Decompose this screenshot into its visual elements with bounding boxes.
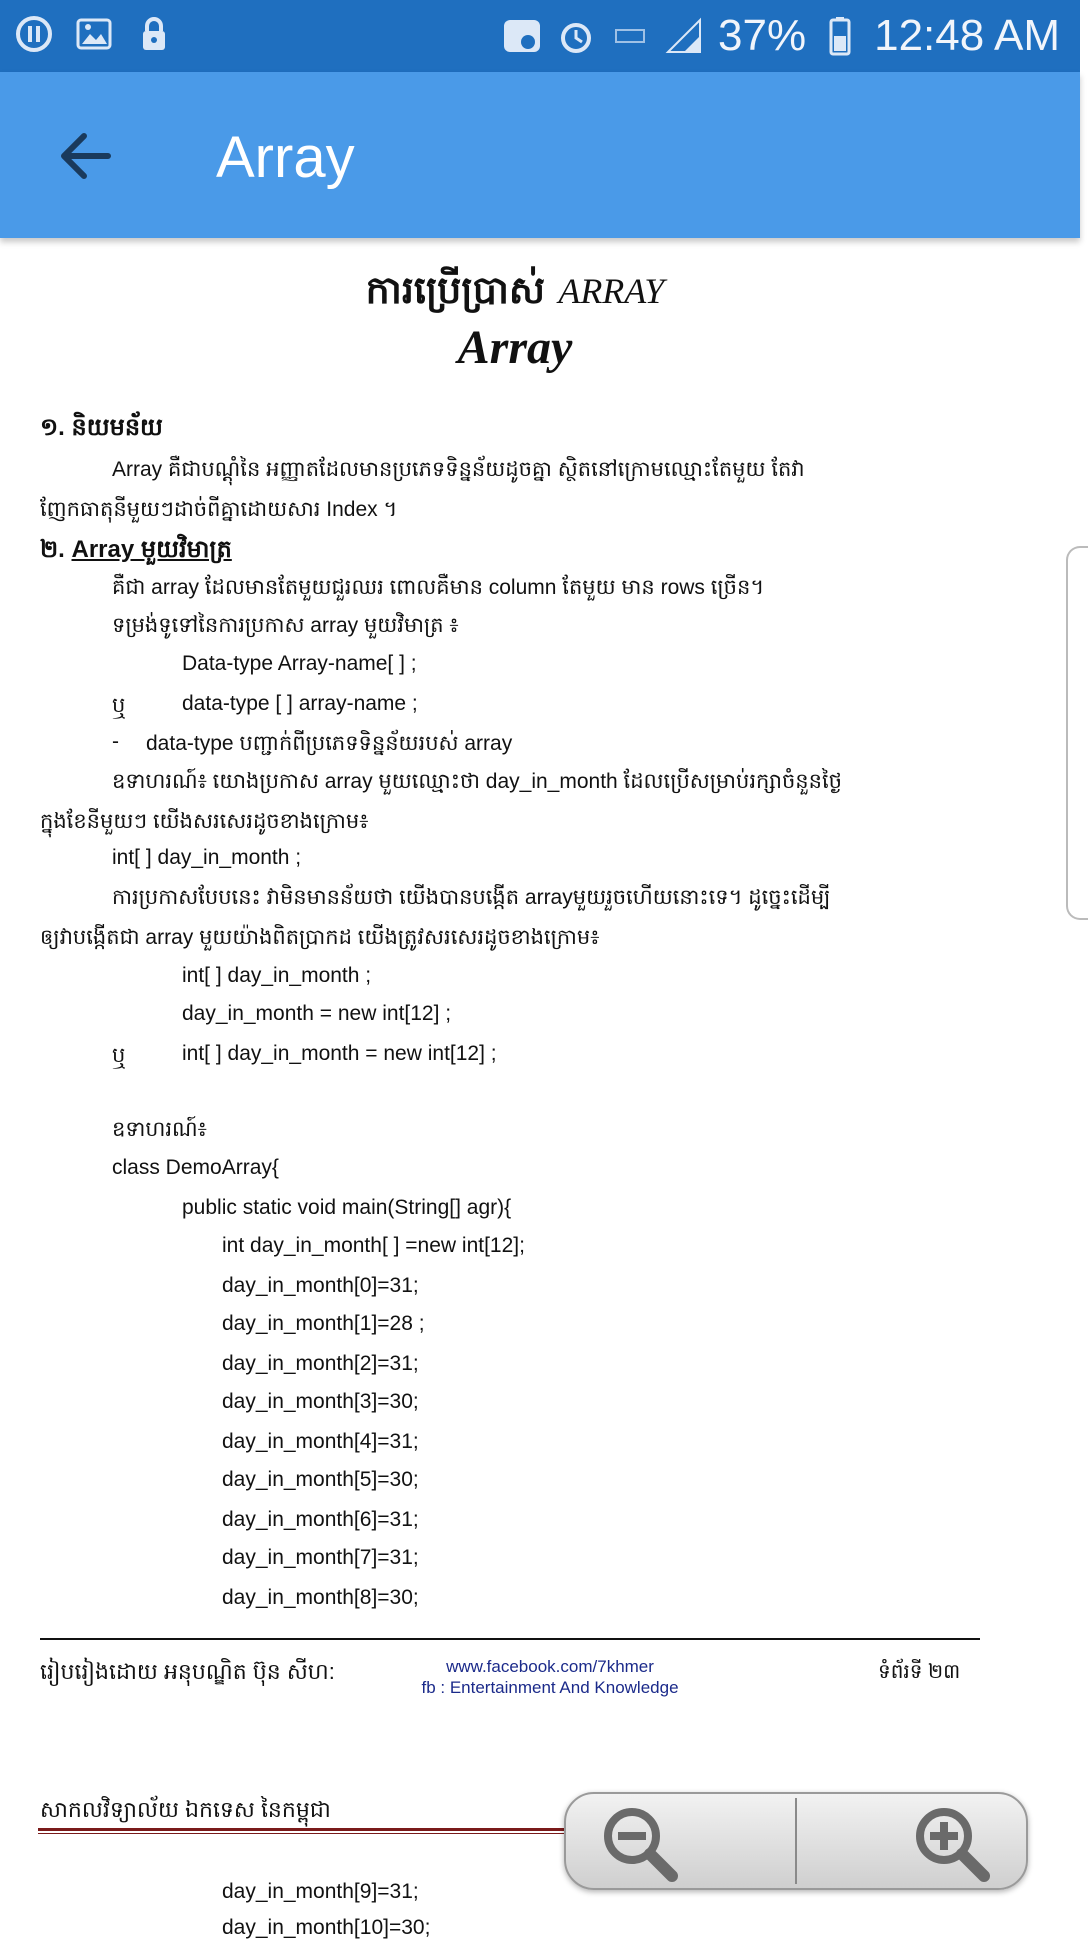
heading-array-italic: ARRAY: [558, 271, 665, 311]
wifi-calling-icon: [502, 16, 542, 56]
signal-icon: [664, 16, 704, 56]
arrow-left-icon: [64, 136, 108, 176]
page2-header-rule-thin: [38, 1833, 598, 1834]
code-line: int[ ] day_in_month = new int[12] ;: [182, 1042, 497, 1065]
paragraph-line: data-type បញ្ជាក់ពីប្រភេទទិន្នន័យរបស់ array: [146, 732, 513, 755]
image-icon: [74, 14, 114, 54]
page2-header: សាកលវិទ្យាល័យ ឯកទេស នៃកម្ពុជា: [40, 1797, 331, 1822]
page2-header-rule: [38, 1828, 598, 1831]
code-line: Data-type Array-name[ ] ;: [182, 652, 417, 675]
code-line: class DemoArray{: [112, 1156, 279, 1179]
paragraph-line: ទម្រង់ទូទៅនៃការប្រកាស array មួយវិមាត្រ ៖: [112, 614, 459, 637]
section-title: Array មួយវិមាត្រ: [71, 536, 232, 563]
footer-links: [360, 1656, 740, 1698]
footer-page-number: ទំព័រទី ២៣: [878, 1661, 961, 1683]
code-line: day_in_month[7]=31;: [222, 1546, 419, 1569]
code-line: day_in_month[8]=30;: [222, 1586, 419, 1609]
paragraph-line: Array គឺជាបណ្តុំនៃ អញ្ញាតដែលមានប្រភេទទិន្នន័យដូចគ្នា ស្ថិតនៅក្រោមឈ្មោះតែមួយ តែវា: [112, 458, 805, 481]
doc-heading-array: Array: [457, 321, 573, 374]
paragraph-line: ឧទាហរណ៍៖ យោងប្រកាស array មួយឈ្មោះថា day_in_month ដែលប្រើសម្រាប់រក្សាចំនួនថ្ងៃ: [112, 770, 842, 793]
or-label: ឬ: [112, 1044, 126, 1067]
document-viewer[interactable]: [0, 238, 1080, 1939]
paragraph-line: គឺជា array ដែលមានតែមួយជួរឈរ ពោលគឺមាន column តែមួយ មាន rows ច្រើន។: [112, 576, 765, 599]
or-label: ឬ: [112, 694, 126, 717]
app-bar: [0, 72, 1080, 238]
battery-icon: [820, 16, 860, 56]
code-line: day_in_month = new int[12] ;: [182, 1002, 452, 1025]
zoom-out-icon: [608, 1812, 672, 1876]
battery-percent: 37%: [718, 11, 807, 60]
alarm-icon: [556, 16, 596, 56]
code-line: day_in_month[10]=30;: [222, 1916, 431, 1939]
heading-khmer-text: ការប្រើប្រាស់: [365, 267, 546, 312]
back-button[interactable]: [46, 116, 126, 196]
code-line: day_in_month[2]=31;: [222, 1352, 419, 1375]
footer-divider: [40, 1638, 980, 1640]
code-line: int[ ] day_in_month ;: [182, 964, 372, 987]
code-line: day_in_month[3]=30;: [222, 1390, 419, 1413]
lock-icon: [134, 14, 174, 54]
paragraph-line: ការប្រកាសបែបនេះ វាមិនមានន័យថា យើងបានបង្កើត arrayមួយរួចហើយនោះទេ។ ដូច្នេះដើម្បី: [112, 886, 831, 909]
paragraph-line: ក្នុងខែនីមួយៗ យើងសរសេរដូចខាងក្រោម៖: [40, 810, 369, 833]
zoom-out-button[interactable]: [590, 1800, 690, 1882]
example-label: ឧទាហរណ៍៖: [112, 1118, 207, 1141]
status-bar: [0, 0, 1080, 72]
code-line: day_in_month[0]=31;: [222, 1274, 419, 1297]
paragraph-line: ញែកធាតុនីមួយៗដាច់ពីគ្នាដោយសារ Index ។: [40, 498, 398, 521]
footer-facebook-url: www.facebook.com/7khmer: [446, 1657, 654, 1676]
zoom-in-button[interactable]: [902, 1800, 1002, 1882]
code-line: day_in_month[5]=30;: [222, 1468, 419, 1491]
scroll-handle[interactable]: [1066, 546, 1088, 920]
section-one-dimension: [40, 534, 232, 569]
zoom-divider: [795, 1798, 797, 1884]
page-title: Array: [216, 125, 355, 190]
section-number: ២.: [40, 536, 72, 563]
code-line: day_in_month[9]=31;: [222, 1880, 419, 1903]
code-line: public static void main(String[] agr){: [182, 1196, 512, 1219]
code-line: day_in_month[4]=31;: [222, 1430, 419, 1453]
footer-author: រៀបរៀងដោយ អនុបណ្ឌិត ប៊ុន សីហ:: [40, 1659, 335, 1684]
pause-circle-icon: [14, 14, 54, 54]
section-definition: ១. និយមន័យ: [40, 414, 163, 441]
zoom-in-icon: [920, 1812, 984, 1876]
code-line: day_in_month[6]=31;: [222, 1508, 419, 1531]
bullet-dash: -: [112, 730, 119, 753]
code-line: data-type [ ] array-name ;: [182, 692, 418, 715]
footer-fb-page: fb : Entertainment And Knowledge: [421, 1678, 679, 1697]
code-line: int day_in_month[ ] =new int[12];: [222, 1234, 525, 1257]
doc-heading-khmer: [0, 266, 1030, 322]
clock: 12:48 AM: [874, 11, 1060, 60]
code-line: day_in_month[1]=28 ;: [222, 1312, 425, 1335]
zoom-control: [564, 1792, 1028, 1890]
paragraph-line: ឲ្យវាបង្កើតជា array មួយយ៉ាងពិតប្រាកដ យើងត្រូវសរសេរដូចខាងក្រោម៖: [40, 926, 600, 949]
muted-icon: [610, 16, 650, 56]
code-line: int[ ] day_in_month ;: [112, 846, 302, 869]
